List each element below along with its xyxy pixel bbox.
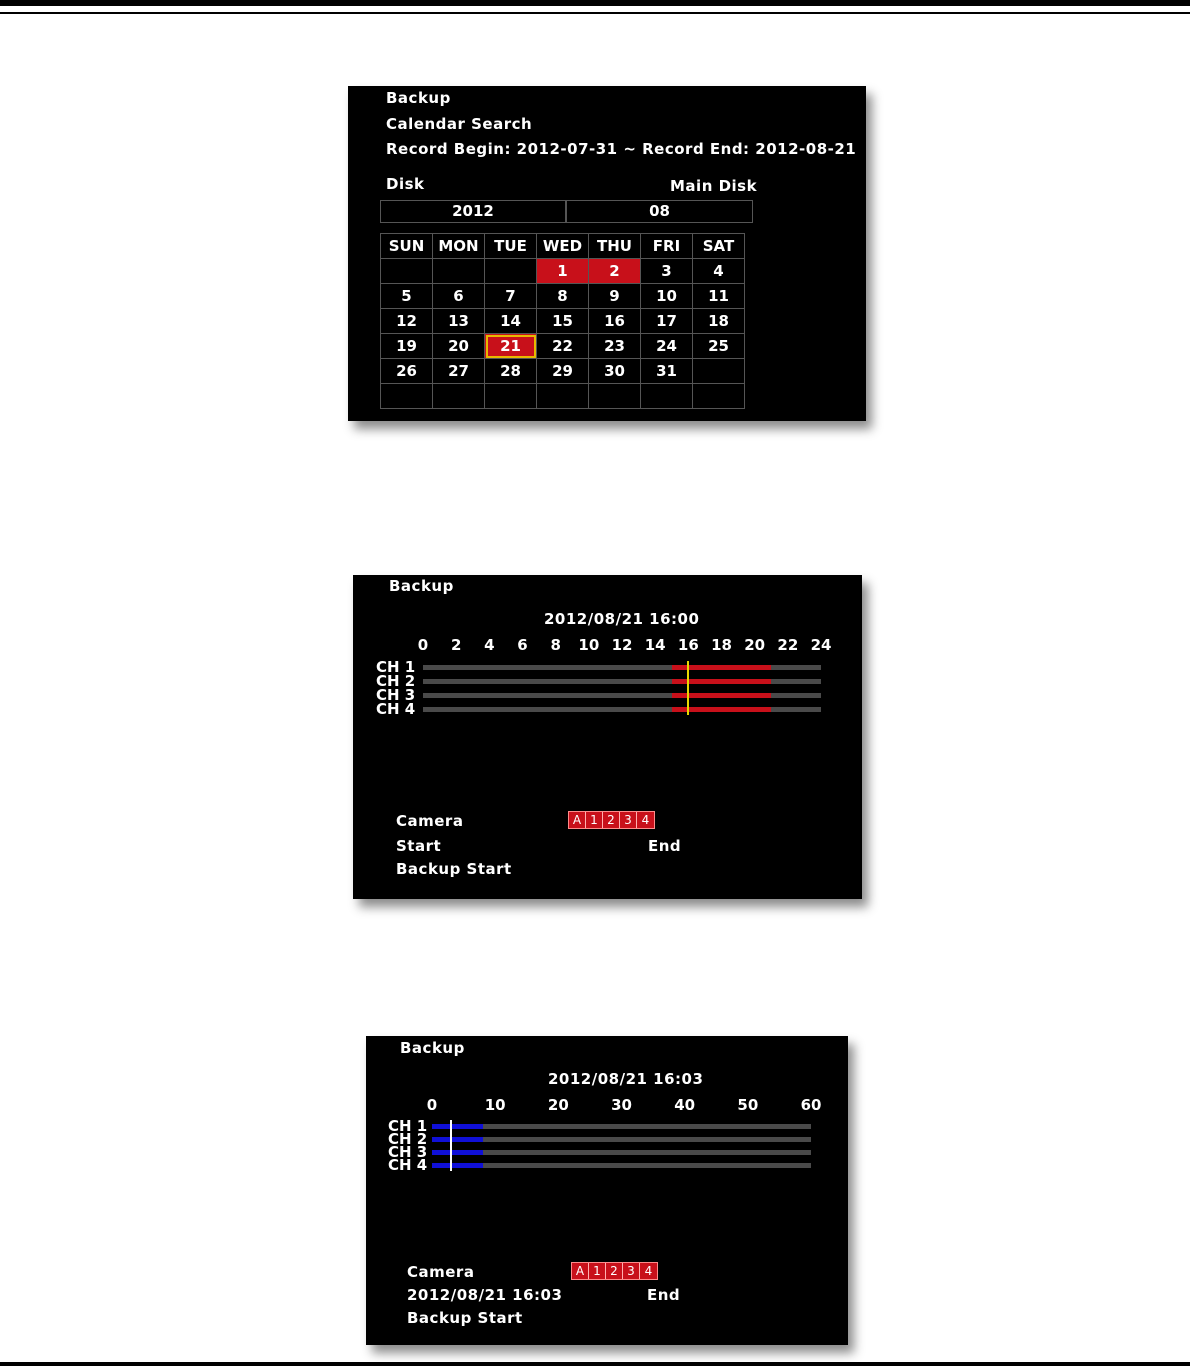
calendar-week [381,359,745,384]
recording-segment [432,1163,483,1168]
calendar-week [381,309,745,334]
channel-track[interactable] [423,665,821,670]
time-cursor[interactable] [687,661,689,715]
camera-1-button[interactable]: 1 [586,812,603,828]
calendar-day[interactable]: 8 [537,284,589,309]
channel-label: CH 3 [388,1143,428,1161]
calendar-empty-cell [381,384,433,409]
calendar-day[interactable]: 27 [433,359,485,384]
hour-timeline-screen [366,1036,848,1345]
calendar-week [381,259,745,284]
calendar-week [381,334,745,359]
calendar-day[interactable]: 3 [641,259,693,284]
screen-title: Backup [386,89,451,107]
axis-tick-label: 60 [800,1096,822,1114]
screen-title: Backup [389,577,454,595]
axis-tick-label: 0 [426,1096,438,1114]
day-timeline-screen [353,575,862,899]
recording-segment [432,1124,483,1129]
calendar-empty-cell [537,384,589,409]
axis-tick-label: 0 [417,636,429,654]
calendar-day[interactable]: 16 [589,309,641,334]
channel-track[interactable] [432,1124,811,1129]
calendar-empty-cell [693,384,745,409]
weekday-header: FRI [641,234,693,259]
axis-tick-label: 18 [711,636,732,654]
channel-label: CH 1 [388,1117,428,1135]
bottom-rule [0,1362,1190,1366]
calendar-day[interactable]: 25 [693,334,745,359]
calendar-day[interactable]: 22 [537,334,589,359]
axis-tick-label: 6 [517,636,528,654]
channel-label: CH 1 [376,658,416,676]
axis-tick-label: 22 [777,636,799,654]
axis-tick-label: 30 [611,1096,632,1114]
weekday-header: WED [537,234,589,259]
calendar-day[interactable]: 5 [381,284,433,309]
channel-track[interactable] [432,1137,811,1142]
weekday-header: THU [589,234,641,259]
start-value[interactable]: 2012/08/21 16:03 [407,1286,563,1304]
screen-title: Backup [400,1039,465,1057]
calendar-day[interactable]: 6 [433,284,485,309]
calendar-empty-cell [589,384,641,409]
top-rule-thin [0,12,1190,14]
calendar-day[interactable]: 10 [641,284,693,309]
backup-start-button[interactable]: Backup Start [407,1309,523,1327]
end-label[interactable]: End [648,837,682,855]
camera-3-button[interactable]: 3 [620,812,637,828]
calendar-empty-cell [433,384,485,409]
calendar-day[interactable]: 20 [433,334,485,359]
calendar-day[interactable]: 11 [693,284,745,309]
camera-4-button[interactable]: 4 [637,812,654,828]
camera-2-button[interactable]: 2 [606,1263,623,1279]
channel-label: CH 2 [376,672,416,690]
calendar-day[interactable]: 17 [641,309,693,334]
calendar-empty-cell [485,259,537,284]
calendar-day[interactable]: 21 [485,334,537,359]
camera-3-button[interactable]: 3 [623,1263,640,1279]
calendar-day[interactable]: 23 [589,334,641,359]
calendar-empty-cell [381,259,433,284]
calendar-day[interactable]: 4 [693,259,745,284]
channel-track[interactable] [432,1150,811,1155]
axis-tick-label: 40 [674,1096,696,1114]
weekday-header: TUE [485,234,537,259]
axis-tick-label: 50 [737,1096,759,1114]
record-range: Record Begin: 2012-07-31 ~ Record End: 2012-08-21 [386,140,857,158]
year-selector[interactable]: 2012 [380,200,566,223]
camera-1-button[interactable]: 1 [589,1263,606,1279]
channel-track[interactable] [423,707,821,712]
axis-tick-label: 12 [611,636,633,654]
calendar-empty-cell [641,384,693,409]
channel-label: CH 2 [388,1130,428,1148]
disk-label: Disk [386,175,425,193]
top-rule-thick [0,0,1190,6]
disk-value[interactable]: Main Disk [670,177,758,195]
recording-segment [432,1137,483,1142]
calendar-empty-cell [433,259,485,284]
calendar-day[interactable]: 30 [589,359,641,384]
channel-track[interactable] [432,1163,811,1168]
calendar-day[interactable]: 28 [485,359,537,384]
camera-2-button[interactable]: 2 [603,812,620,828]
axis-tick-label: 8 [550,636,561,654]
camera-all-button[interactable]: A [572,1263,589,1279]
calendar-day[interactable]: 29 [537,359,589,384]
weekday-header: MON [433,234,485,259]
channel-track[interactable] [423,679,821,684]
calendar-day[interactable]: 9 [589,284,641,309]
calendar-day[interactable]: 14 [485,309,537,334]
weekday-header: SUN [381,234,433,259]
axis-tick-label: 10 [484,1096,506,1114]
timeline-datetime: 2012/08/21 16:00 [544,610,700,628]
timeline-datetime: 2012/08/21 16:03 [548,1070,704,1088]
calendar-day[interactable]: 31 [641,359,693,384]
camera-all-button[interactable]: A [569,812,586,828]
camera-label: Camera [396,812,464,830]
axis-tick-label: 14 [644,636,666,654]
calendar-grid [380,233,745,409]
calendar-empty-cell [693,359,745,384]
calendar-day[interactable]: 18 [693,309,745,334]
backup-start-button[interactable]: Backup Start [396,860,512,878]
weekday-header: SAT [693,234,745,259]
channel-track[interactable] [423,693,821,698]
camera-selector [568,811,655,829]
calendar-day[interactable]: 26 [381,359,433,384]
axis-tick-label: 16 [677,636,699,654]
axis-tick-label: 2 [450,636,462,654]
camera-label: Camera [407,1263,475,1281]
channel-label: CH 4 [388,1156,428,1174]
axis-tick-label: 20 [547,1096,569,1114]
calendar-day[interactable]: 7 [485,284,537,309]
calendar-day[interactable]: 2 [589,259,641,284]
calendar-week [381,384,745,409]
start-label[interactable]: Start [396,837,442,855]
axis-tick-label: 20 [744,636,766,654]
channel-label: CH 3 [376,686,416,704]
camera-selector [571,1262,658,1280]
time-cursor[interactable] [450,1120,452,1171]
calendar-empty-cell [485,384,537,409]
calendar-search-screen [348,86,866,421]
end-label[interactable]: End [647,1286,681,1304]
month-selector[interactable]: 08 [566,200,753,223]
calendar-day[interactable]: 19 [381,334,433,359]
axis-tick-label: 10 [578,636,600,654]
recording-segment [432,1150,483,1155]
screen-subtitle: Calendar Search [386,115,533,133]
calendar-day[interactable]: 24 [641,334,693,359]
axis-tick-label: 4 [484,636,495,654]
calendar-day[interactable]: 1 [537,259,589,284]
calendar-day[interactable]: 15 [537,309,589,334]
camera-4-button[interactable]: 4 [640,1263,657,1279]
channel-label: CH 4 [376,700,416,718]
axis-tick-label: 24 [810,636,832,654]
calendar-day[interactable]: 13 [433,309,485,334]
calendar-week [381,284,745,309]
calendar-day[interactable]: 12 [381,309,433,334]
